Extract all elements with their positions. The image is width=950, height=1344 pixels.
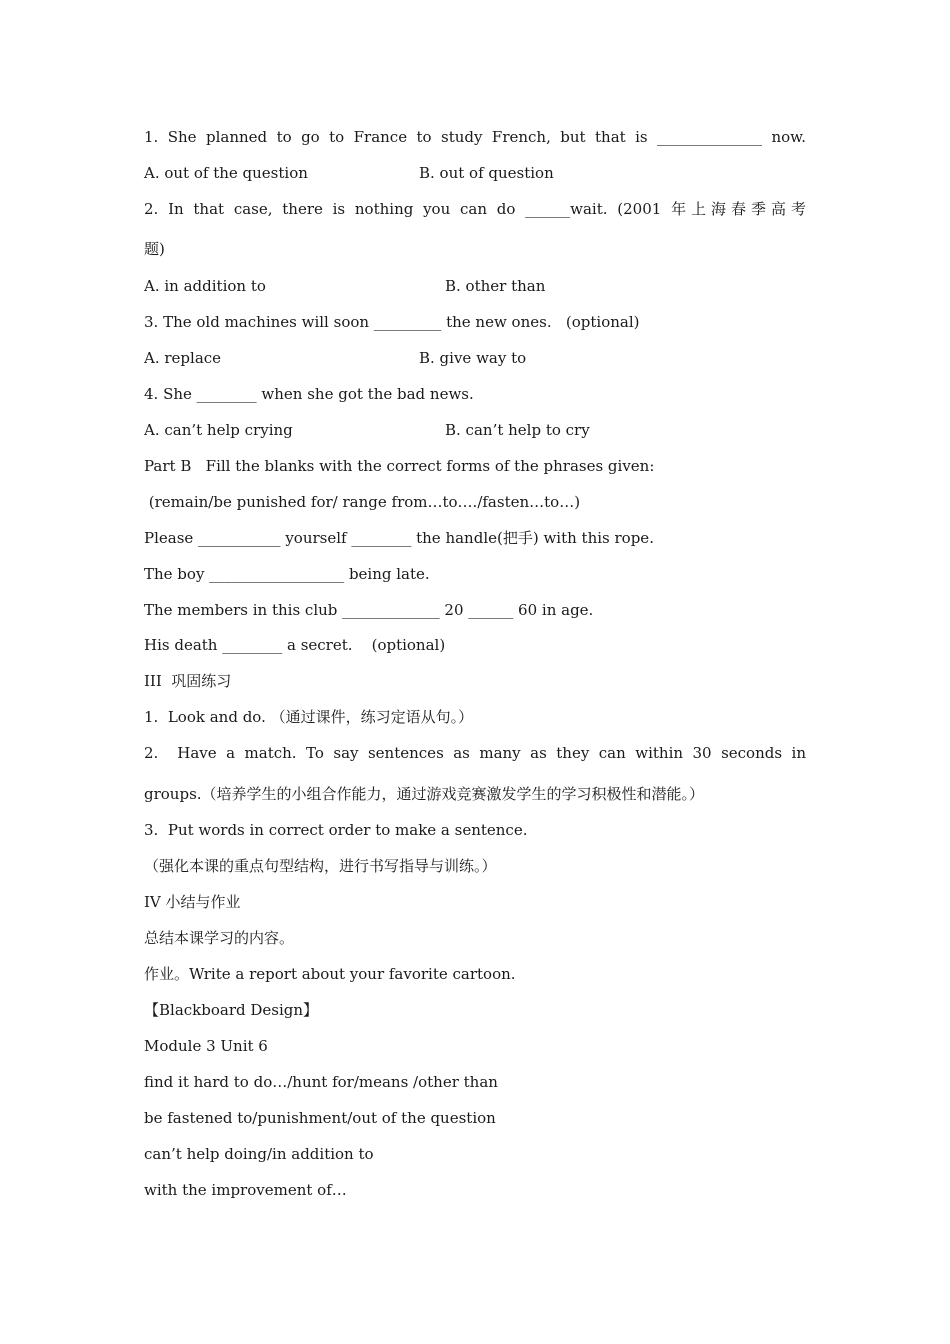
question-4-stem: 4. She ________ when she got the bad news. bbox=[144, 385, 474, 403]
blackboard-line-1: find it hard to do…/hunt for/means /other than bbox=[144, 1073, 498, 1091]
section-4-heading: IV 小结与作业 bbox=[144, 893, 241, 911]
section-3-item-2-line-1: 2. Have a match. To say sentences as many as they can within 30 seconds in bbox=[144, 744, 806, 762]
question-2-stem-line-1: 2. In that case, there is nothing you can do ______wait. (2001 年上海春季高考 bbox=[144, 200, 806, 218]
question-1-options bbox=[144, 163, 806, 183]
section-3-item-1: 1. Look and do. （通过课件，练习定语从句。） bbox=[144, 708, 474, 726]
section-4-summary: 总结本课学习的内容。 bbox=[144, 929, 295, 947]
part-b-phrases: (remain/be punished for/ range from…to…./fasten…to…) bbox=[144, 493, 581, 511]
question-3-options bbox=[144, 348, 806, 368]
question-4-option-b: B. can’t help to cry bbox=[445, 421, 590, 439]
section-3-heading: III 巩固练习 bbox=[144, 672, 232, 690]
part-b-sentence-4: His death ________ a secret. (optional) bbox=[144, 636, 446, 654]
part-b-heading: Part B Fill the blanks with the correct forms of the phrases given: bbox=[144, 457, 655, 475]
part-b-sentence-3: The members in this club _____________ 20 ______ 60 in age. bbox=[144, 601, 594, 619]
question-4-options bbox=[144, 420, 806, 440]
blackboard-line-2: be fastened to/punishment/out of the question bbox=[144, 1109, 496, 1127]
question-2-options bbox=[144, 276, 806, 296]
blackboard-line-4: with the improvement of… bbox=[144, 1181, 347, 1199]
section-3-item-3: 3. Put words in correct order to make a sentence. bbox=[144, 821, 528, 839]
question-1-stem: 1. She planned to go to France to study French, but that is ______________ now. bbox=[144, 128, 806, 146]
blackboard-heading: 【Blackboard Design】 bbox=[144, 1001, 319, 1019]
question-2-option-a: A. in addition to bbox=[144, 277, 266, 295]
part-b-sentence-1: Please ___________ yourself ________ the handle(把手) with this rope. bbox=[144, 529, 654, 547]
question-1-option-a: A. out of the question bbox=[144, 164, 308, 182]
section-4-homework: 作业。Write a report about your favorite cartoon. bbox=[144, 965, 516, 983]
blackboard-unit: Module 3 Unit 6 bbox=[144, 1037, 268, 1055]
section-3-item-3-note: （强化本课的重点句型结构，进行书写指导与训练。） bbox=[144, 857, 497, 875]
question-2-option-b: B. other than bbox=[445, 277, 546, 295]
part-b-sentence-2: The boy __________________ being late. bbox=[144, 565, 430, 583]
question-3-option-a: A. replace bbox=[144, 349, 222, 367]
question-4-option-a: A. can’t help crying bbox=[144, 421, 293, 439]
question-2-stem-line-2: 题) bbox=[144, 240, 165, 258]
question-1-option-b: B. out of question bbox=[419, 164, 554, 182]
question-3-option-b: B. give way to bbox=[419, 349, 527, 367]
section-3-item-2-line-2: groups.（培养学生的小组合作能力，通过游戏竞赛激发学生的学习积极性和潜能。） bbox=[144, 785, 705, 803]
question-3-stem: 3. The old machines will soon _________ the new ones. (optional) bbox=[144, 313, 640, 331]
blackboard-line-3: can’t help doing/in addition to bbox=[144, 1145, 374, 1163]
